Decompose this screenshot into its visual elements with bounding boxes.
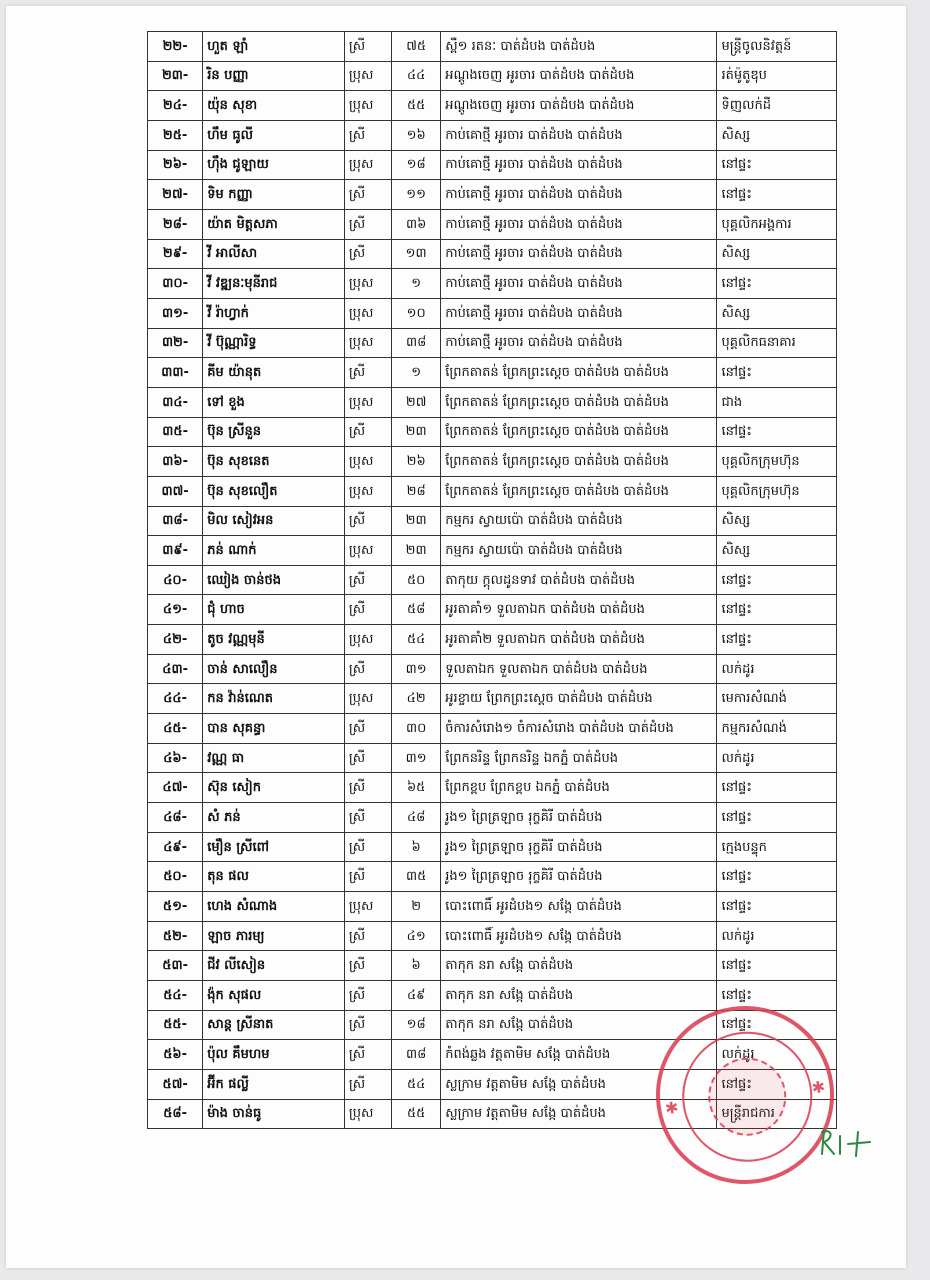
sex-cell: ស្រី (344, 714, 391, 744)
sex-cell: ប្រុស (344, 150, 391, 180)
row-number: ៣១- (148, 298, 203, 328)
person-name: យ៉ាត មិត្តសភា (203, 209, 345, 239)
table-row (148, 476, 837, 506)
age-cell: ៥៨ (392, 595, 441, 625)
address-cell: ព្រែកតាតន់ ព្រែកព្រះស្ដេច បាត់ដំបង បាត់ដំបង (441, 387, 717, 417)
address-cell: កាប់គោថ្មី អូរចារ បាត់ដំបង បាត់ដំបង (441, 180, 717, 210)
person-name: ហួត ឡាំ (203, 32, 345, 62)
age-cell: ៦៥ (392, 773, 441, 803)
occupation-cell: សិស្ស (717, 298, 837, 328)
table-body (148, 32, 837, 1129)
person-name: ទៅ ខួង (203, 387, 345, 417)
address-cell: តាកុក នរា សង្កែ បាត់ដំបង (441, 951, 717, 981)
row-number: ៥០- (148, 862, 203, 892)
sex-cell: ប្រុស (344, 1099, 391, 1129)
person-name: វី អាលីសា (203, 239, 345, 269)
age-cell: ៦ (392, 951, 441, 981)
address-cell: អូរតាគាំ២ ទួលតាឯក បាត់ដំបង បាត់ដំបង (441, 625, 717, 655)
row-number: ៣៦- (148, 447, 203, 477)
occupation-cell: នៅផ្ទះ (717, 773, 837, 803)
table-row (148, 625, 837, 655)
address-cell: ចំការសំរោង១ ចំការសំរោង បាត់ដំបង បាត់ដំបង (441, 714, 717, 744)
address-cell: តាកុក នរា សង្កែ បាត់ដំបង (441, 981, 717, 1011)
address-cell: កម្មករ ស្វាយប៉ោ បាត់ដំបង បាត់ដំបង (441, 506, 717, 536)
person-name: ប៊ុន ស្រីនួន (203, 417, 345, 447)
occupation-cell: នៅផ្ទះ (717, 1010, 837, 1040)
age-cell: ៧៥ (392, 32, 441, 62)
row-number: ៣៩- (148, 536, 203, 566)
person-name: ស៊ុន សៀក (203, 773, 345, 803)
sex-cell: ប្រុស (344, 476, 391, 506)
age-cell: ៥៥ (392, 91, 441, 121)
age-cell: ៣៨ (392, 1040, 441, 1070)
address-cell: កម្មករ ស្វាយប៉ោ បាត់ដំបង បាត់ដំបង (441, 536, 717, 566)
occupation-cell: កម្មករសំណង់ (717, 714, 837, 744)
table-row (148, 654, 837, 684)
age-cell: ២៣ (392, 506, 441, 536)
person-name: ហេង សំណាង (203, 892, 345, 922)
row-number: ៥៦- (148, 1040, 203, 1070)
table-row (148, 714, 837, 744)
address-cell: ទួលតាឯក ទួលតាឯក បាត់ដំបង បាត់ដំបង (441, 654, 717, 684)
occupation-cell: នៅផ្ទះ (717, 981, 837, 1011)
patient-list-table (147, 31, 837, 1129)
address-cell: កាប់គោថ្មី អូរចារ បាត់ដំបង បាត់ដំបង (441, 328, 717, 358)
sex-cell: ស្រី (344, 832, 391, 862)
table-row (148, 951, 837, 981)
occupation-cell: នៅផ្ទះ (717, 951, 837, 981)
sex-cell: ស្រី (344, 506, 391, 536)
address-cell: ព្រែកខ្ពប ព្រែកខ្ពប ឯកភ្នំ បាត់ដំបង (441, 773, 717, 803)
person-name: វី រ៉ាហ្វាក់ (203, 298, 345, 328)
table-row (148, 120, 837, 150)
occupation-cell: មេការសំណង់ (717, 684, 837, 714)
row-number: ៤៧- (148, 773, 203, 803)
age-cell: ៥០ (392, 565, 441, 595)
age-cell: ១១ (392, 180, 441, 210)
person-name: ជុំ ហាច (203, 595, 345, 625)
row-number: ៥៣- (148, 951, 203, 981)
sex-cell: ស្រី (344, 565, 391, 595)
table-row (148, 209, 837, 239)
address-cell: រូង១ ព្រៃត្រឡាច រុក្ខគិរី បាត់ដំបង (441, 832, 717, 862)
table-row (148, 862, 837, 892)
row-number: ៣២- (148, 328, 203, 358)
occupation-cell: ក្មេងបន្ទុក (717, 832, 837, 862)
address-cell: កាប់គោថ្មី អូរចារ បាត់ដំបង បាត់ដំបង (441, 269, 717, 299)
age-cell: ៥៤ (392, 625, 441, 655)
occupation-cell: នៅផ្ទះ (717, 269, 837, 299)
address-cell: ស្លក្រាម វត្តតាមិម សង្កែ បាត់ដំបង (441, 1099, 717, 1129)
occupation-cell: នៅផ្ទះ (717, 358, 837, 388)
occupation-cell: សិស្ស (717, 536, 837, 566)
person-name: យ៉ុន សុខា (203, 91, 345, 121)
sex-cell: ស្រី (344, 1040, 391, 1070)
occupation-cell: រត់ម៉ូតូឌុប (717, 61, 837, 91)
age-cell: ១ (392, 269, 441, 299)
occupation-cell: សិស្ស (717, 239, 837, 269)
age-cell: ៤៩ (392, 981, 441, 1011)
sex-cell: ប្រុស (344, 684, 391, 714)
address-cell: កាប់គោថ្មី អូរចារ បាត់ដំបង បាត់ដំបង (441, 209, 717, 239)
age-cell: ៥៥ (392, 1099, 441, 1129)
sex-cell: ប្រុស (344, 387, 391, 417)
person-name: សំ ភន់ (203, 803, 345, 833)
address-cell: កាប់គោថ្មី អូរចារ បាត់ដំបង បាត់ដំបង (441, 120, 717, 150)
table-row (148, 447, 837, 477)
age-cell: ២៦ (392, 447, 441, 477)
row-number: ៣០- (148, 269, 203, 299)
sex-cell: ស្រី (344, 180, 391, 210)
occupation-cell: លក់ដូរ (717, 743, 837, 773)
table-row (148, 32, 837, 62)
age-cell: ៤៨ (392, 803, 441, 833)
row-number: ២៤- (148, 91, 203, 121)
row-number: ៣៥- (148, 417, 203, 447)
occupation-cell: បុគ្គលិកអង្គការ (717, 209, 837, 239)
sex-cell: ប្រុស (344, 892, 391, 922)
person-name: តូច វណ្ណមុនី (203, 625, 345, 655)
row-number: ៣៤- (148, 387, 203, 417)
age-cell: ៤១ (392, 921, 441, 951)
sex-cell: ប្រុស (344, 269, 391, 299)
row-number: ៤១- (148, 595, 203, 625)
sex-cell: ស្រី (344, 32, 391, 62)
age-cell: ១៣ (392, 239, 441, 269)
age-cell: ៣៦ (392, 209, 441, 239)
table-row (148, 892, 837, 922)
person-name: កន វ៉ាន់ណេត (203, 684, 345, 714)
person-name: ឈៀង ចាន់ថង (203, 565, 345, 595)
sex-cell: ស្រី (344, 981, 391, 1011)
occupation-cell: លក់ដូរ (717, 1040, 837, 1070)
table-row (148, 269, 837, 299)
person-name: ង៉ុក សុផល (203, 981, 345, 1011)
table-row (148, 684, 837, 714)
person-name: ប៊ុន សុខនេត (203, 447, 345, 477)
occupation-cell: សិស្ស (717, 120, 837, 150)
sex-cell: ស្រី (344, 120, 391, 150)
table-row (148, 358, 837, 388)
address-cell: ស្ពឺ១ រតនៈ បាត់ដំបង បាត់ដំបង (441, 32, 717, 62)
row-number: ៥៨- (148, 1099, 203, 1129)
sex-cell: ប្រុស (344, 61, 391, 91)
occupation-cell: បុគ្គលិកក្រុមហ៊ុន (717, 476, 837, 506)
person-name: ហឹម ធូលី (203, 120, 345, 150)
sex-cell: ប្រុស (344, 298, 391, 328)
age-cell: ១០ (392, 298, 441, 328)
occupation-cell: សិស្ស (717, 506, 837, 536)
address-cell: ព្រែកតាតន់ ព្រែកព្រះស្ដេច បាត់ដំបង បាត់ដំបង (441, 358, 717, 388)
sex-cell: ប្រុស (344, 625, 391, 655)
row-number: ២៩- (148, 239, 203, 269)
table-row (148, 387, 837, 417)
person-name: អ៊ីក ផល្លី (203, 1069, 345, 1099)
row-number: ៥៥- (148, 1010, 203, 1040)
sex-cell: ស្រី (344, 951, 391, 981)
table-row (148, 239, 837, 269)
age-cell: ២៨ (392, 476, 441, 506)
table-row (148, 743, 837, 773)
table-row (148, 803, 837, 833)
sex-cell: ស្រី (344, 209, 391, 239)
occupation-cell: បុគ្គលិកធនាគារ (717, 328, 837, 358)
table-row (148, 921, 837, 951)
sex-cell: ស្រី (344, 595, 391, 625)
sex-cell: ស្រី (344, 239, 391, 269)
person-name: ទិម កញ្ញា (203, 180, 345, 210)
sex-cell: ស្រី (344, 921, 391, 951)
sex-cell: ស្រី (344, 773, 391, 803)
address-cell: អូរខ្ចាយ ព្រែកព្រះស្ដេច បាត់ដំបង បាត់ដំបង (441, 684, 717, 714)
sex-cell: ប្រុស (344, 91, 391, 121)
person-name: មឿន ស្រីពៅ (203, 832, 345, 862)
address-cell: ព្រែកនរិន្ទ ព្រែកនរិន្ទ ឯកភ្នំ បាត់ដំបង (441, 743, 717, 773)
person-name: ប៊ុន សុខលឿត (203, 476, 345, 506)
table-row (148, 536, 837, 566)
row-number: ២៨- (148, 209, 203, 239)
occupation-cell: នៅផ្ទះ (717, 180, 837, 210)
row-number: ៣៧- (148, 476, 203, 506)
occupation-cell: នៅផ្ទះ (717, 625, 837, 655)
occupation-cell: នៅផ្ទះ (717, 595, 837, 625)
table-row (148, 565, 837, 595)
sex-cell: ស្រី (344, 743, 391, 773)
row-number: ៤៣- (148, 654, 203, 684)
person-name: ជីវ លីសៀន (203, 951, 345, 981)
occupation-cell: នៅផ្ទះ (717, 1069, 837, 1099)
age-cell: ១៨ (392, 150, 441, 180)
person-name: ឡាច ភារម្យ (203, 921, 345, 951)
age-cell: ១៨ (392, 1010, 441, 1040)
person-name: ភន់ ណាក់ (203, 536, 345, 566)
row-number: ២៦- (148, 150, 203, 180)
person-name: គីម យ៉ានុត (203, 358, 345, 388)
occupation-cell: លក់ដូរ (717, 654, 837, 684)
row-number: ២៧- (148, 180, 203, 210)
row-number: ៤៦- (148, 743, 203, 773)
age-cell: ៤៤ (392, 61, 441, 91)
row-number: ៤២- (148, 625, 203, 655)
document-page (6, 6, 906, 1268)
sex-cell: ស្រី (344, 862, 391, 892)
person-name: ចាន់ សាលឿន (203, 654, 345, 684)
seal-star-icon: ✱ (810, 1076, 827, 1098)
address-cell: កាប់គោថ្មី អូរចារ បាត់ដំបង បាត់ដំបង (441, 150, 717, 180)
sex-cell: ស្រី (344, 654, 391, 684)
row-number: ៥២- (148, 921, 203, 951)
occupation-cell: ជាង (717, 387, 837, 417)
table-row (148, 180, 837, 210)
age-cell: ១ (392, 358, 441, 388)
age-cell: ៣១ (392, 743, 441, 773)
address-cell: បោះពោធិ៍ អូរដំបង១ សង្កែ បាត់ដំបង (441, 892, 717, 922)
address-cell: ព្រែកតាតន់ ព្រែកព្រះស្ដេច បាត់ដំបង បាត់ដំបង (441, 417, 717, 447)
address-cell: តាកុក នរា សង្កែ បាត់ដំបង (441, 1010, 717, 1040)
person-name: វី វឌ្ឍនៈមុនីរាជ (203, 269, 345, 299)
row-number: ៤៤- (148, 684, 203, 714)
row-number: ២៣- (148, 61, 203, 91)
age-cell: ១៦ (392, 120, 441, 150)
address-cell: កំពង់ឆ្លង វត្តតាមិម សង្កែ បាត់ដំបង (441, 1040, 717, 1070)
occupation-cell: នៅផ្ទះ (717, 803, 837, 833)
person-name: ហ៊ឹង ជូឡាយ (203, 150, 345, 180)
age-cell: ២៧ (392, 387, 441, 417)
person-name: រិន បញ្ញា (203, 61, 345, 91)
row-number: ៤៩- (148, 832, 203, 862)
address-cell: ស្លក្រាម វត្តតាមិម សង្កែ បាត់ដំបង (441, 1069, 717, 1099)
age-cell: ៣០ (392, 714, 441, 744)
row-number: ៤៥- (148, 714, 203, 744)
table-row (148, 506, 837, 536)
address-cell: ព្រែកតាតន់ ព្រែកព្រះស្ដេច បាត់ដំបង បាត់ដំបង (441, 476, 717, 506)
address-cell: បោះពោធិ៍ អូរដំបង១ សង្កែ បាត់ដំបង (441, 921, 717, 951)
occupation-cell: មន្ត្រីចូលនិវត្តន៍ (717, 32, 837, 62)
address-cell: រូង១ ព្រៃត្រឡាច រុក្ខគិរី បាត់ដំបង (441, 803, 717, 833)
table-row (148, 417, 837, 447)
address-cell: អណ្ដូងចេញ អូរចារ បាត់ដំបង បាត់ដំបង (441, 61, 717, 91)
occupation-cell: លក់ដូរ (717, 921, 837, 951)
occupation-cell: ទិញលក់ដី (717, 91, 837, 121)
address-cell: តាកុយ ក្ដុលដូនទាវ បាត់ដំបង បាត់ដំបង (441, 565, 717, 595)
row-number: ២២- (148, 32, 203, 62)
table-row (148, 595, 837, 625)
age-cell: ២ (392, 892, 441, 922)
occupation-cell: បុគ្គលិកក្រុមហ៊ុន (717, 447, 837, 477)
sex-cell: ប្រុស (344, 536, 391, 566)
occupation-cell: នៅផ្ទះ (717, 892, 837, 922)
table-row (148, 773, 837, 803)
occupation-cell: នៅផ្ទះ (717, 565, 837, 595)
address-cell: អូរតាគាំ១ ទួលតាឯក បាត់ដំបង បាត់ដំបង (441, 595, 717, 625)
occupation-cell: នៅផ្ទះ (717, 862, 837, 892)
sex-cell: ស្រី (344, 417, 391, 447)
occupation-cell: នៅផ្ទះ (717, 150, 837, 180)
occupation-cell: មន្ត្រីរាជការ (717, 1099, 837, 1129)
row-number: ៣៨- (148, 506, 203, 536)
occupation-cell: នៅផ្ទះ (717, 417, 837, 447)
age-cell: ៦ (392, 832, 441, 862)
row-number: ៥៧- (148, 1069, 203, 1099)
person-name: ប៉ុល គឹមហម (203, 1040, 345, 1070)
person-name: សាន្ត ស្រីនាត (203, 1010, 345, 1040)
age-cell: ២៣ (392, 536, 441, 566)
age-cell: ៣៨ (392, 328, 441, 358)
age-cell: ៣៥ (392, 862, 441, 892)
person-name: ម៉ាង ចាន់ធូ (203, 1099, 345, 1129)
sex-cell: ស្រី (344, 358, 391, 388)
address-cell: រូង១ ព្រៃត្រឡាច រុក្ខគិរី បាត់ដំបង (441, 862, 717, 892)
person-name: តុន ផល (203, 862, 345, 892)
person-name: បាន សុគន្ធា (203, 714, 345, 744)
person-name: មិល សៀវអន (203, 506, 345, 536)
address-cell: អណ្ដូងចេញ អូរចារ បាត់ដំបង បាត់ដំបង (441, 91, 717, 121)
table-row (148, 150, 837, 180)
age-cell: ៥៤ (392, 1069, 441, 1099)
age-cell: ២៣ (392, 417, 441, 447)
row-number: ៤៨- (148, 803, 203, 833)
sex-cell: ប្រុស (344, 328, 391, 358)
seal-star-icon: ✱ (663, 1097, 680, 1119)
row-number: ៥៤- (148, 981, 203, 1011)
row-number: ៥១- (148, 892, 203, 922)
sex-cell: ប្រុស (344, 447, 391, 477)
row-number: ២៥- (148, 120, 203, 150)
address-cell: ព្រែកតាតន់ ព្រែកព្រះស្ដេច បាត់ដំបង បាត់ដំបង (441, 447, 717, 477)
address-cell: កាប់គោថ្មី អូរចារ បាត់ដំបង បាត់ដំបង (441, 298, 717, 328)
sex-cell: ស្រី (344, 1010, 391, 1040)
table-row (148, 328, 837, 358)
row-number: ៣៣- (148, 358, 203, 388)
table-row (148, 298, 837, 328)
person-name: វណ្ណ ធា (203, 743, 345, 773)
address-cell: កាប់គោថ្មី អូរចារ បាត់ដំបង បាត់ដំបង (441, 239, 717, 269)
handwritten-signature (818, 1124, 878, 1158)
row-number: ៤០- (148, 565, 203, 595)
age-cell: ៤២ (392, 684, 441, 714)
sex-cell: ស្រី (344, 1069, 391, 1099)
person-name: វី ប៊ុណ្ណារិទ្ធ (203, 328, 345, 358)
table-row (148, 91, 837, 121)
table-row (148, 832, 837, 862)
table-row (148, 61, 837, 91)
age-cell: ៣១ (392, 654, 441, 684)
sex-cell: ស្រី (344, 803, 391, 833)
